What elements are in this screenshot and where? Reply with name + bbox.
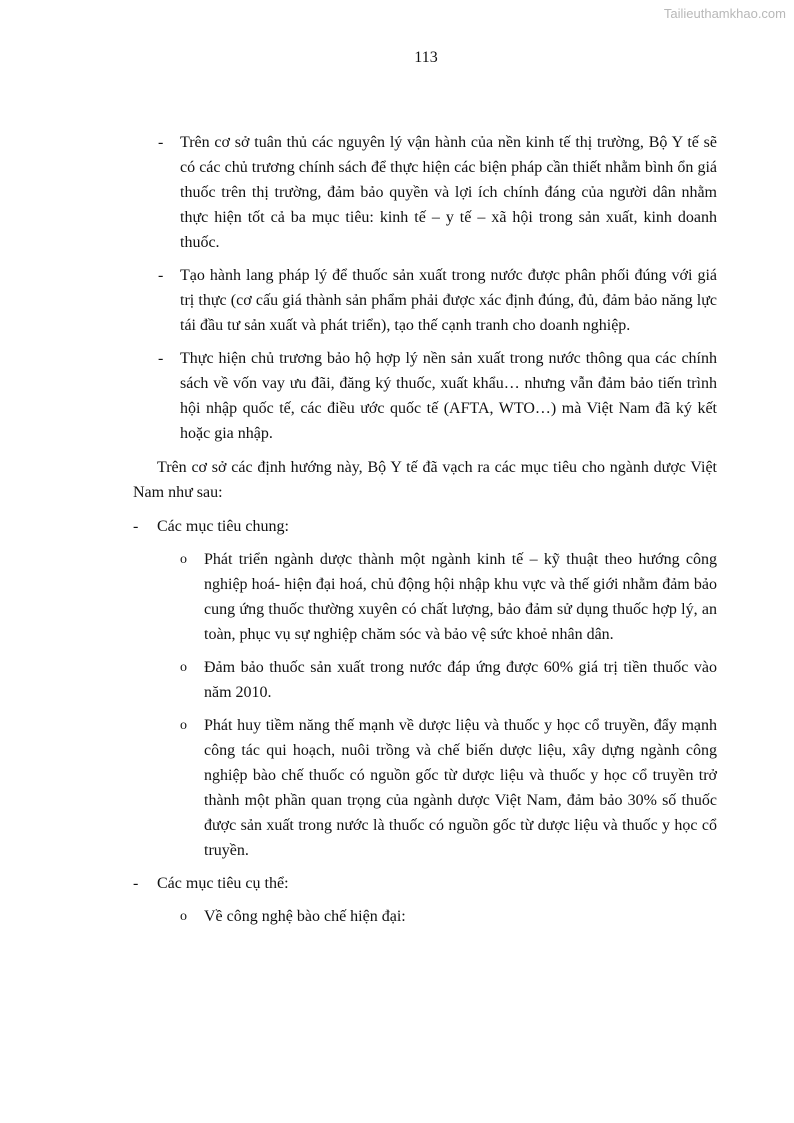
dash-marker: - [133,518,139,535]
heading-text: Các mục tiêu chung: [157,518,289,535]
list-item [158,346,717,446]
circle-bullet-icon: o [180,718,187,733]
sub-list-item [180,655,717,705]
list-item [158,263,717,338]
watermark: Tailieuthamkhao.com [663,6,786,21]
sub-list-item [180,547,717,647]
sub-list-item-text: Về công nghệ bào chế hiện đại: [204,908,406,925]
circle-bullet-icon: o [180,909,187,924]
circle-bullet-icon: o [180,552,187,567]
sub-list-item-text: Phát triển ngành dược thành một ngành kinh tế – kỹ thuật theo hướng công nghiệp hoá- hiện đại hoá, chủ động hội nhập khu vực và thế giới nhằm đảm bảo cung ứng thuốc thường xuyên có chất lượng, bảo đảm sử dụng thuốc hợp lý, an toàn, phục vụ sự nghiệp chăm sóc và bảo vệ sức khoẻ nhân dân. [204,551,717,643]
list-item [158,130,717,255]
general-goals-heading [133,514,717,539]
body-paragraph: Trên cơ sở các định hướng này, Bộ Y tế đã vạch ra các mục tiêu cho ngành dược Việt Nam như sau: [133,459,717,501]
list-item-text: Trên cơ sở tuân thủ các nguyên lý vận hành của nền kinh tế thị trường, Bộ Y tế sẽ có các chủ trương chính sách để thực hiện các biện pháp cần thiết nhằm bình ổn giá thuốc trên thị trường, đảm bảo quyền và lợi ích chính đáng của người dân nhằm thực hiện tốt cả ba mục tiêu: kinh tế – y tế – xã hội trong sản xuất, kinh doanh thuốc. [180,134,717,251]
dash-marker: - [158,134,164,151]
page-content [0,130,794,929]
sub-list-item-text: Phát huy tiềm năng thế mạnh về dược liệu và thuốc y học cổ truyền, đẩy mạnh công tác qui hoạch, nuôi trồng và chế biến dược liệu, xây dựng ngành công nghiệp bào chế thuốc có nguồn gốc từ dược liệu và thuốc y học cổ truyền trở thành một phần quan trọng của ngành dược Việt Nam, đảm bảo 30% số thuốc được sản xuất trong nước là thuốc có nguồn gốc từ dược liệu và thuốc y học cổ truyền. [204,717,717,859]
page-number: 113 [414,49,438,66]
dash-marker: - [158,350,164,367]
sub-list-item-text: Đảm bảo thuốc sản xuất trong nước đáp ứng được 60% giá trị tiền thuốc vào năm 2010. [204,659,717,701]
circle-bullet-icon: o [180,660,187,675]
dash-marker: - [158,267,164,284]
list-item-text: Tạo hành lang pháp lý để thuốc sản xuất trong nước được phân phối đúng với giá trị thực (cơ cấu giá thành sản phẩm phải được xác định đúng, đủ, đảm bảo năng lực tái đầu tư sản xuất và phát triển), tạo thế cạnh tranh cho doanh nghiệp. [180,267,717,334]
dash-marker: - [133,875,139,892]
specific-goals-heading [133,871,717,896]
heading-text: Các mục tiêu cụ thể: [157,875,289,892]
sub-list-item [180,904,717,929]
list-item-text: Thực hiện chủ trương bảo hộ hợp lý nền sản xuất trong nước thông qua các chính sách về vốn vay ưu đãi, đăng ký thuốc, xuất khẩu… nhưng vẫn đảm bảo tiến trình hội nhập quốc tế, các điều ước quốc tế (AFTA, WTO…) mà Việt Nam đã ký kết hoặc gia nhập. [180,350,717,442]
sub-list-item [180,713,717,863]
